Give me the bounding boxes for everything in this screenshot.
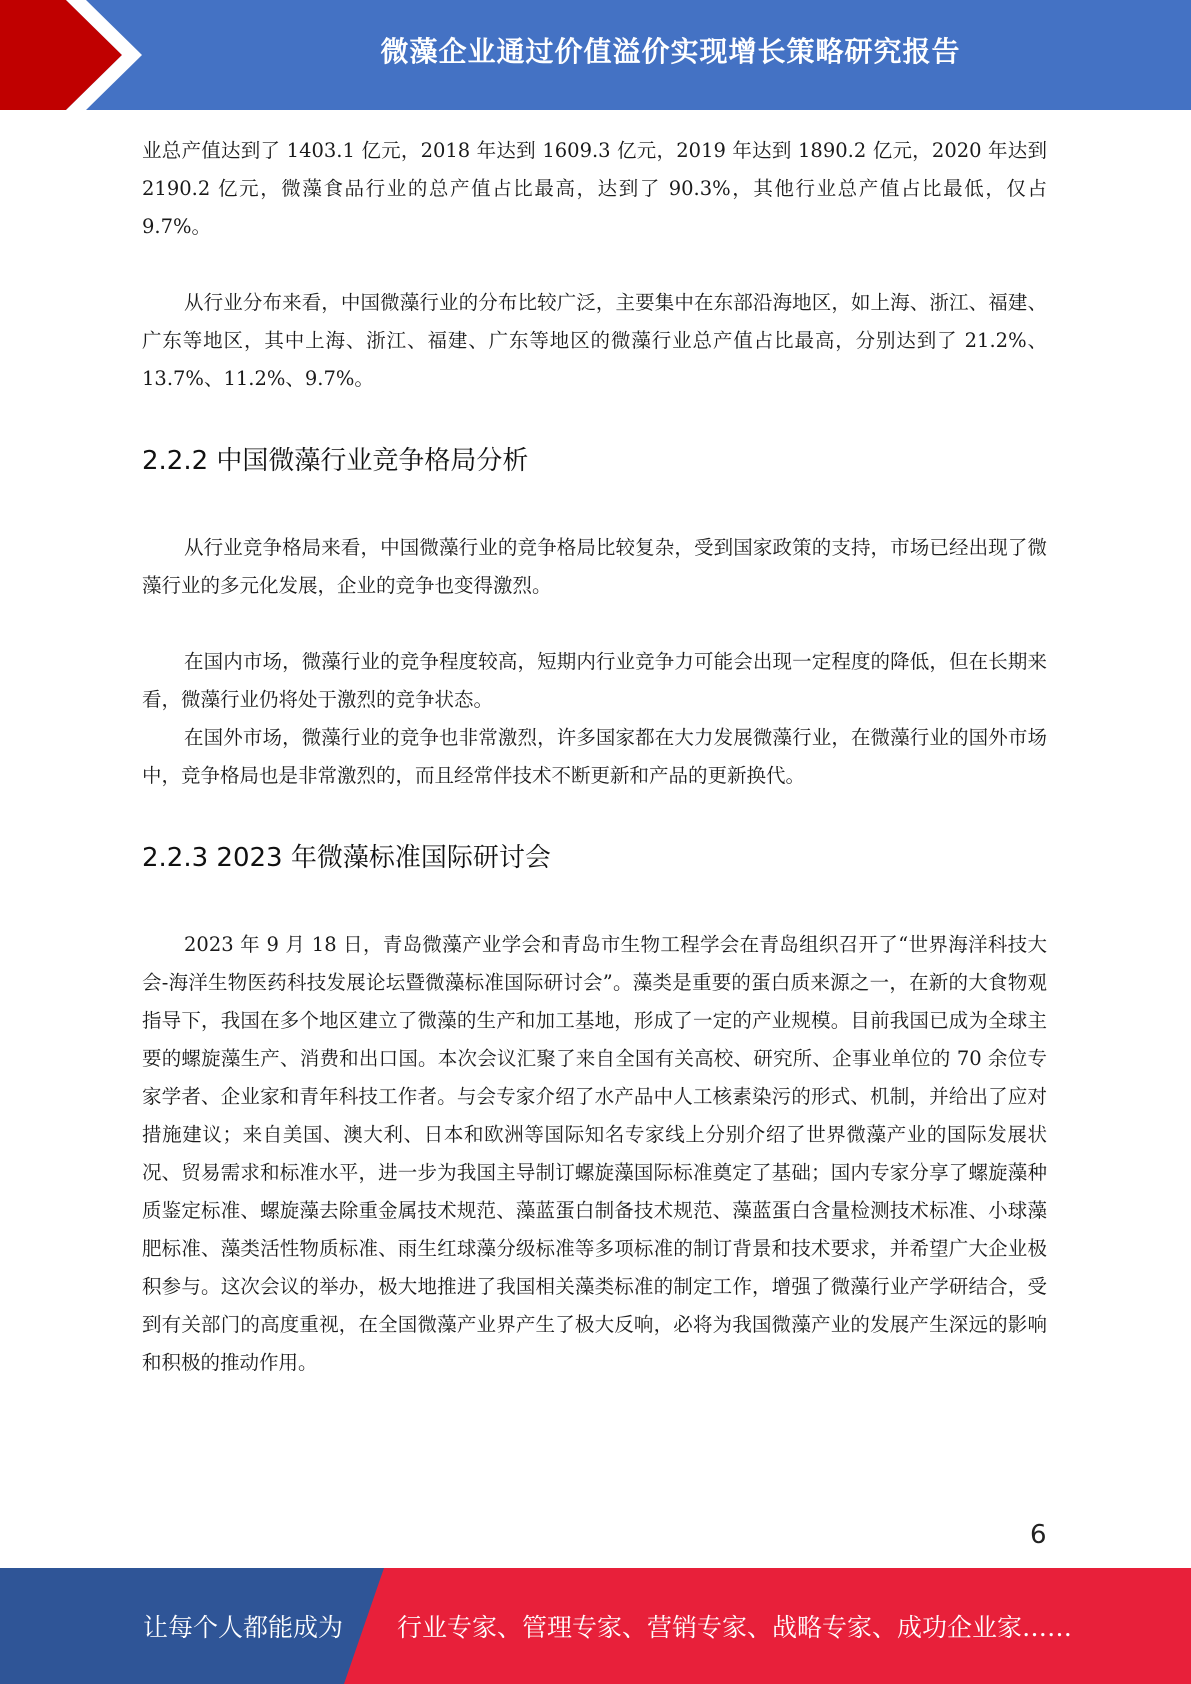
paragraph-industry-distribution: 从行业分布来看，中国微藻行业的分布比较广泛，主要集中在东部沿海地区，如上海、浙江、福建、广东等地区，其中上海、浙江、福建、广东等地区的微藻行业总产值占比最高，分别达到了 21.2%、13.7%、11.2%、9.7%。 <box>142 291 1047 390</box>
section-heading-2-2-2: 2.2.2 中国微藻行业竞争格局分析 <box>142 446 529 476</box>
header-red-arrow <box>0 0 150 110</box>
paragraph-output-value: 业总产值达到了 1403.1 亿元，2018 年达到 1609.3 亿元，2019 年达到 1890.2 亿元，2020 年达到 2190.2 亿元，微藻食品行业的总产值占比最高，达到了 90.3%，其他行业总产值占比最低，仅占 9.7%。 <box>142 139 1047 238</box>
header-banner <box>0 0 1191 110</box>
report-title: 微藻企业通过价值溢价实现增长策略研究报告 <box>380 35 961 68</box>
paragraph-competition-overview: 从行业竞争格局来看，中国微藻行业的竞争格局比较复杂，受到国家政策的支持，市场已经出现了微藻行业的多元化发展，企业的竞争也变得激烈。 <box>142 536 1047 597</box>
paragraph-2023-symposium: 2023 年 9 月 18 日，青岛微藻产业学会和青岛市生物工程学会在青岛组织召开了“世界海洋科技大会-海洋生物医药科技发展论坛暨微藻标准国际研讨会”。藻类是重要的蛋白质来源之一，在新的大食物观指导下，我国在多个地区建立了微藻的生产和加工基地，形成了一定的产业规模。目前我国已成为全球主要的螺旋藻生产、消费和出口国。本次会议汇聚了来自全国有关高校、研究所、企事业单位的 70 余位专家学者、企业家和青年科技工作者。与会专家介绍了水产品中人工核素染污的形式、机制，并给出了应对措施建议；来自美国、澳大利、日本和欧洲等国际知名专家线上分别介绍了世界微藻产业的国际发展状况、贸易需求和标准水平，进一步为我国主导制订螺旋藻国际标准奠定了基础；国内专家分享了螺旋藻种质鉴定标准、螺旋藻去除重金属技术规范、藻蓝蛋白制备技术规范、藻蓝蛋白含量检测技术标准、小球藻肥标准、藻类活性物质标准、雨生红球藻分级标准等多项标准的制订背景和技术要求，并希望广大企业极积参与。这次会议的举办，极大地推进了我国相关藻类标准的制定工作，增强了微藻行业产学研结合，受到有关部门的高度重视，在全国微藻产业界产生了极大反响，必将为我国微藻产业的发展产生深远的影响和积极的推动作用。 <box>142 933 1047 1374</box>
paragraph-foreign-market: 在国外市场，微藻行业的竞争也非常激烈，许多国家都在大力发展微藻行业，在微藻行业的国外市场中，竞争格局也是非常激烈的，而且经常伴技术不断更新和产品的更新换代。 <box>142 726 1047 787</box>
footer-banner <box>0 1568 1191 1684</box>
page-number: 6 <box>1030 1520 1047 1550</box>
footer-slogan-left: 让每个人都能成为 <box>143 1613 344 1642</box>
section-heading-2-2-3: 2.2.3 2023 年微藻标准国际研讨会 <box>142 843 551 873</box>
page-content <box>142 132 1047 1382</box>
footer-slogan-right: 行业专家、管理专家、营销专家、战略专家、成功企业家…… <box>397 1613 1073 1642</box>
paragraph-domestic-market: 在国内市场，微藻行业的竞争程度较高，短期内行业竞争力可能会出现一定程度的降低，但在长期来看，微藻行业仍将处于激烈的竞争状态。 <box>142 650 1047 711</box>
